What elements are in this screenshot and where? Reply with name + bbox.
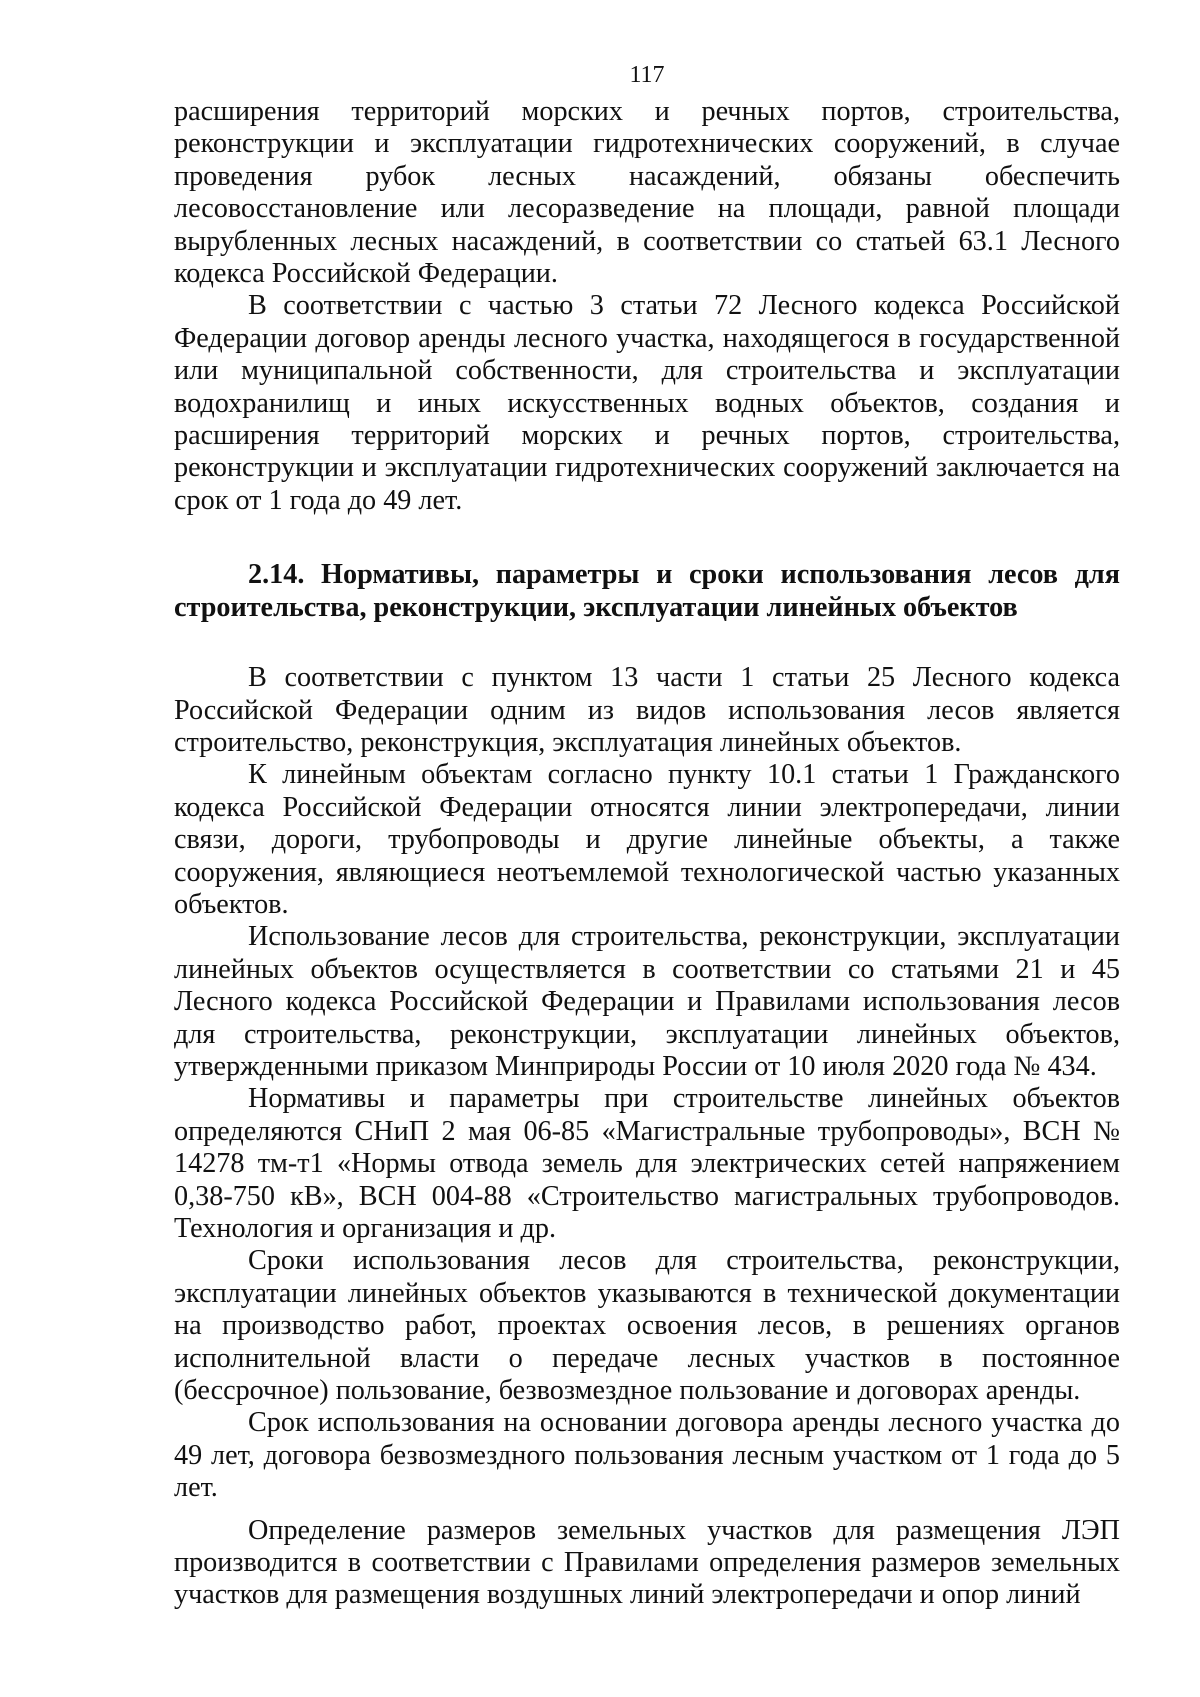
paragraph-linear-objects: К линейным объектам согласно пункту 10.1 статьи 1 Гражданского кодекса Российской Федерации относятся линии электропередачи, линии связи, дороги, трубопроводы и другие линейные объекты, а также сооружения, являющиеся неотъемлемой технологической частью указанных объектов.	[174, 759, 1120, 920]
page-number: 117	[629, 62, 665, 88]
document-page	[174, 60, 1120, 1612]
paragraph-norms: Нормативы и параметры при строительстве линейных объектов определяются СНиП 2 мая 06-85 «Магистральные трубопроводы», ВСН № 14278 тм-т1 «Нормы отвода земель для электрических сетей напряжением 0,38-750 кВ», ВСН 004-88 «Строительство магистральных трубопроводов. Технология и организация и др.	[174, 1083, 1120, 1244]
section-heading: 2.14. Нормативы, параметры и сроки использования лесов для строительства, реконструкции, эксплуатации линейных объектов	[174, 559, 1120, 623]
paragraph-lease-duration: Срок использования на основании договора аренды лесного участка до 49 лет, договора безвозмездного пользования лесным участком от 1 года до 5 лет.	[174, 1407, 1120, 1504]
paragraph-usage-type: В соответствии с пунктом 13 части 1 статьи 25 Лесного кодекса Российской Федерации одним из видов использования лесов является строительство, реконструкция, эксплуатация линейных объектов.	[174, 662, 1120, 758]
paragraph-continued: расширения территорий морских и речных портов, строительства, реконструкции и эксплуатации гидротехнических сооружений, в случае проведения рубок лесных насаждений, обязаны обеспечить лесовосстановление или лесоразведение на площади, равной площади вырубленных лесных насаждений, в соответствии со статьей 63.1 Лесного кодекса Российской Федерации.	[174, 96, 1120, 290]
paragraph-legal-basis: Использование лесов для строительства, реконструкции, эксплуатации линейных объектов осуществляется в соответствии со статьями 21 и 45 Лесного кодекса Российской Федерации и Правилами использования лесов для строительства, реконструкции, эксплуатации линейных объектов, утвержденными приказом Минприроды России от 10 июля 2020 года № 434.	[174, 921, 1120, 1082]
paragraph-lease-term-water: В соответствии с частью 3 статьи 72 Лесного кодекса Российской Федерации договор аренды лесного участка, находящегося в государственной или муниципальной собственности, для строительства и эксплуатации водохранилищ и иных искусственных водных объектов, создания и расширения территорий морских и речных портов, строительства, реконструкции и эксплуатации гидротехнических сооружений заключается на срок от 1 года до 49 лет.	[174, 290, 1120, 516]
paragraph-terms: Сроки использования лесов для строительства, реконструкции, эксплуатации линейных объектов указываются в технической документации на производство работ, проектах освоения лесов, в решениях органов исполнительной власти о передаче лесных участков в постоянное (бессрочное) пользование, безвозмездное пользование и договорах аренды.	[174, 1245, 1120, 1407]
paragraph-power-lines: Определение размеров земельных участков для размещения ЛЭП производится в соответствии с Правилами определения размеров земельных участков для размещения воздушных линий электропередачи и опор линий	[174, 1514, 1120, 1611]
